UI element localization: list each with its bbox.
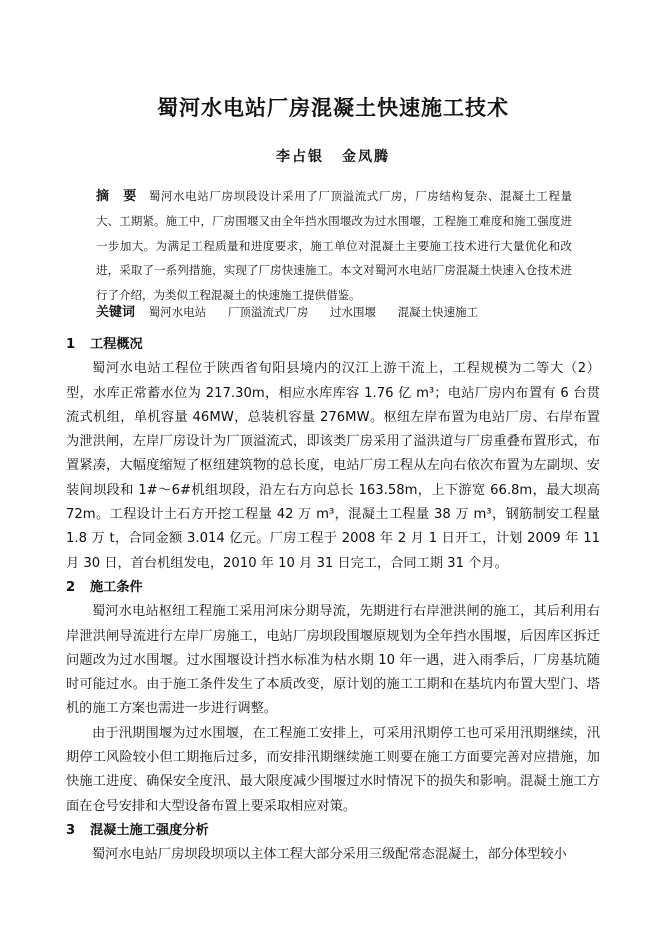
section-title: 混凝土施工强度分析 bbox=[90, 822, 209, 838]
abstract-label: 摘 要 bbox=[96, 189, 137, 204]
keyword: 混凝土快速施工 bbox=[397, 305, 479, 319]
keywords-label: 关键词 bbox=[96, 305, 136, 320]
section-number: 3 bbox=[66, 822, 76, 838]
author-name: 金凤腾 bbox=[342, 149, 390, 165]
paper-title: 蜀河水电站厂房混凝土快速施工技术 bbox=[157, 96, 509, 120]
paragraph: 蜀河水电站枢纽工程施工采用河床分期导流，先期进行右岸泄洪闸的施工，其后利用右岸泄洪闸导流进行左岸厂房施工，电站厂房坝段围堰原规划为全年挡水围堰，后因库区拆迁问题改为过水围堰。过水围堰设计挡水标准为枯水期 10 年一遇，进入雨季后，厂房基坑随时可能过水。由于施工条件发生了本质改变，原计划的施工工期和在基坑内布置大型门、塔机的施工方案也需进一步进行调整。 bbox=[66, 604, 600, 717]
keyword: 蜀河水电站 bbox=[148, 305, 207, 319]
keyword: 厂顶溢流式厂房 bbox=[227, 305, 309, 319]
paragraph: 蜀河水电站厂房坝段坝项以主体工程大部分采用三级配常态混凝土，部分体型较小 bbox=[92, 847, 567, 863]
section-heading bbox=[66, 333, 600, 357]
paragraph: 蜀河水电站工程位于陕西省旬阳县境内的汉江上游干流上，工程规模为二等大（2）型，水库正常蓄水位为 217.30m，相应水库库容 1.76 亿 m³；电站厂房内布置有 6 台贯流式机组，单机容量 46MW，总装机容量 276MW。枢纽左岸布置为电站厂房、右岸布置为泄洪闸，左岸厂房设计为厂顶溢流式，即该类厂房采用了溢洪道与厂房重叠布置形式，布置紧凑，大幅度缩短了枢纽建筑物的总长度，电站厂房工程从左向右依次布置为左副坝、安装间坝段和 1#～6#机组坝段，沿左右方向总长 163.58m，上下游宽 66.8m，最大坝高 72m。工程设计土石方开挖工程量 42 万 m³，混凝土工程量 38 万 m³，钢筋制安工程量 1.8 万 t，合同金额 3.014 亿元。厂房工程于 2008 年 2 月 1 日开工，计划 2009 年 11 月 30 日，首台机组发电，2010 年 10 月 31 日完工，合同工期 31 个月。 bbox=[66, 361, 600, 571]
abstract bbox=[96, 184, 572, 307]
section-heading bbox=[66, 576, 600, 600]
keyword: 过水围堰 bbox=[329, 305, 376, 319]
abstract-text: 蜀河水电站厂房坝段设计采用了厂顶溢流式厂房，厂房结构复杂、混凝土工程量大、工期紧。施工中，厂房围堰又由全年挡水围堰改为过水围堰，工程施工难度和施工强度进一步加大。为满足工程质量和进度要求，施工单位对混凝土主要施工技术进行大量优化和改进，采取了一系列措施，实现了厂房快速施工。本文对蜀河水电站厂房混凝土快速入仓技术进行了介绍，为类似工程混凝土的快速施工提供借鉴。 bbox=[96, 189, 572, 302]
keywords bbox=[96, 300, 596, 325]
section-title: 施工条件 bbox=[90, 579, 143, 595]
paragraph: 由于汛期围堰为过水围堰，在工程施工安排上，可采用汛期停工也可采用汛期继续，汛期停工风险较小但工期拖后过多，而安排汛期继续施工则要在施工方面要完善对应措施，加快施工进度、确保安全度汛、最大限度减少围堰过水时情况下的损失和影响。混凝土施工方面在仓号安排和大型设备布置上要采取相应对策。 bbox=[66, 725, 600, 814]
section-number: 2 bbox=[66, 579, 76, 595]
body-text bbox=[66, 333, 600, 868]
section-heading bbox=[66, 819, 600, 843]
author-name: 李占银 bbox=[276, 149, 324, 165]
section-title: 工程概况 bbox=[90, 337, 143, 352]
section-number: 1 bbox=[66, 337, 76, 352]
author-list bbox=[0, 146, 666, 166]
